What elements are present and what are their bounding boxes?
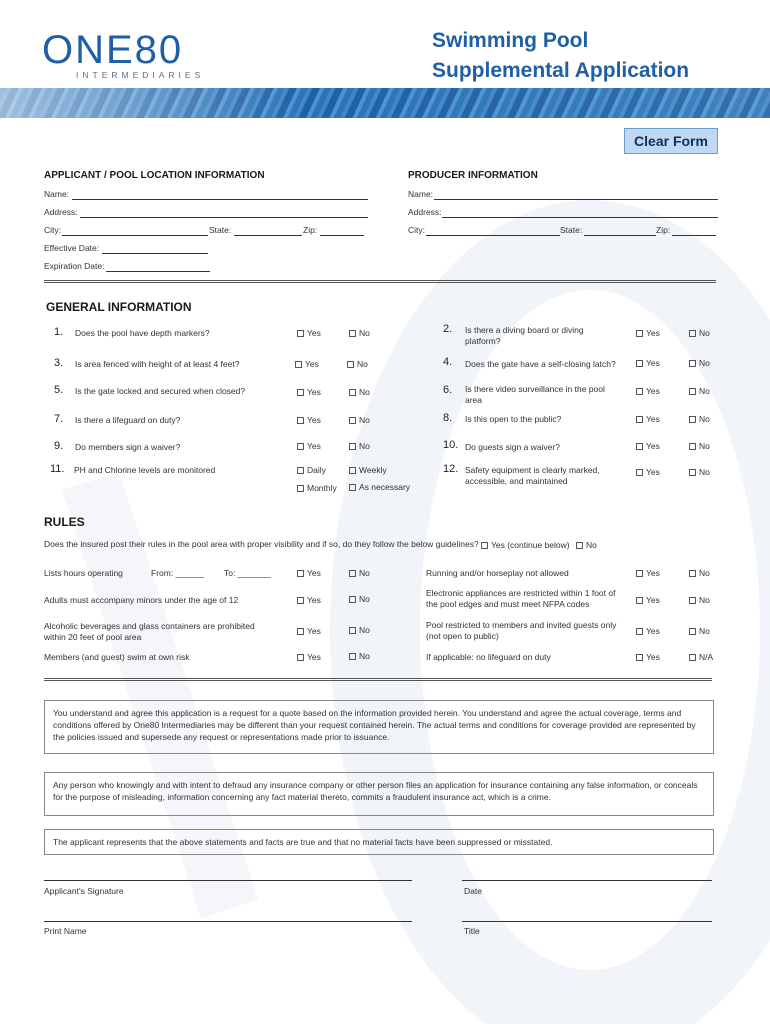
q2-no-checkbox[interactable]: No	[689, 328, 710, 338]
question-number: 5.	[54, 384, 64, 396]
rule5-no-checkbox[interactable]: No	[349, 625, 370, 635]
rules-intro-yes-checkbox[interactable]: Yes (continue below)	[481, 540, 570, 550]
title-line-2: Supplemental Application	[432, 59, 690, 82]
question-number: 12.	[443, 463, 459, 475]
rule-text: Members (and guest) swim at own risk	[44, 652, 190, 662]
q11-daily-checkbox[interactable]: Daily	[297, 465, 326, 475]
date-label: Date	[464, 886, 482, 896]
question-number: 10.	[443, 439, 459, 451]
q5-yes-checkbox[interactable]: Yes	[297, 387, 321, 397]
applicant-address-label: Address:	[44, 207, 78, 217]
section-divider	[44, 678, 712, 681]
question-number: 4.	[443, 356, 453, 368]
producer-city-field[interactable]	[426, 235, 560, 236]
rule3-no-checkbox[interactable]: No	[349, 594, 370, 604]
hours-to-field[interactable]: To: _______	[224, 568, 271, 578]
effective-date-label: Effective Date:	[44, 243, 100, 253]
question-text: Is this open to the public?	[465, 414, 562, 424]
applicant-address-field[interactable]	[80, 217, 368, 218]
question-text: Does the pool have depth markers?	[75, 328, 210, 338]
rule-text: Running and/or horseplay not allowed	[426, 568, 569, 578]
rule7-no-checkbox[interactable]: No	[349, 651, 370, 661]
question-number: 2.	[443, 323, 453, 335]
rule-text: Pool restricted to members and invited guests only (not open to public)	[426, 620, 617, 641]
q4-yes-checkbox[interactable]: Yes	[636, 358, 660, 368]
rule6-no-checkbox[interactable]: No	[689, 626, 710, 636]
question-text: Do guests sign a waiver?	[465, 442, 560, 452]
rules-intro: Does the insured post their rules in the pool area with proper visibility and if so, do they follow the below guidelines?	[44, 539, 479, 549]
applicant-state-label: State:	[209, 225, 232, 235]
question-text: Is there a lifeguard on duty?	[75, 415, 181, 425]
q11-weekly-checkbox[interactable]: Weekly	[349, 465, 387, 475]
quote-disclaimer-box	[44, 700, 714, 754]
question-number: 8.	[443, 412, 453, 424]
applicant-zip-label: Zip:	[303, 225, 318, 235]
question-text: Is there a diving board or diving platform?	[465, 325, 584, 346]
title-field[interactable]	[462, 921, 712, 922]
q3-no-checkbox[interactable]: No	[347, 359, 368, 369]
logo-subtitle: INTERMEDIARIES	[76, 70, 205, 80]
fraud-warning-text: Any person who knowingly and with intent to defraud any insurance company or other person files an application for insurance containing any false information, or conceals for the purpose of misleading, information concerning any fact material thereto, commits a fraudulent insurance act, which is a crime.	[53, 780, 698, 802]
company-logo	[42, 28, 204, 80]
producer-heading: PRODUCER INFORMATION	[408, 170, 538, 181]
rule1-no-checkbox[interactable]: No	[349, 568, 370, 578]
date-field[interactable]	[462, 880, 712, 881]
rule4-yes-checkbox[interactable]: Yes	[636, 595, 660, 605]
print-name-field[interactable]	[44, 921, 412, 922]
header-band-fade	[0, 88, 770, 118]
q10-no-checkbox[interactable]: No	[689, 441, 710, 451]
producer-zip-label: Zip:	[656, 225, 671, 235]
q9-no-checkbox[interactable]: No	[349, 441, 370, 451]
print-name-label: Print Name	[44, 926, 87, 936]
applicant-state-field[interactable]	[234, 235, 302, 236]
q9-yes-checkbox[interactable]: Yes	[297, 441, 321, 451]
rules-heading: RULES	[44, 515, 85, 529]
producer-address-field[interactable]	[442, 217, 718, 218]
question-number: 6.	[443, 384, 453, 396]
producer-zip-field[interactable]	[672, 235, 716, 236]
applicant-zip-field[interactable]	[320, 235, 364, 236]
producer-state-field[interactable]	[584, 235, 656, 236]
rule4-no-checkbox[interactable]: No	[689, 595, 710, 605]
applicant-heading: APPLICANT / POOL LOCATION INFORMATION	[44, 170, 265, 181]
rules-intro-no-checkbox[interactable]: No	[576, 540, 597, 550]
q4-no-checkbox[interactable]: No	[689, 358, 710, 368]
title-label: Title	[464, 926, 480, 936]
q10-yes-checkbox[interactable]: Yes	[636, 441, 660, 451]
question-text: Do members sign a waiver?	[75, 442, 181, 452]
q5-no-checkbox[interactable]: No	[349, 387, 370, 397]
rule7-yes-checkbox[interactable]: Yes	[297, 652, 321, 662]
q12-yes-checkbox[interactable]: Yes	[636, 467, 660, 477]
general-heading: GENERAL INFORMATION	[46, 300, 192, 314]
q2-yes-checkbox[interactable]: Yes	[636, 328, 660, 338]
rule5-yes-checkbox[interactable]: Yes	[297, 626, 321, 636]
producer-city-label: City:	[408, 225, 425, 235]
applicant-name-label: Name:	[44, 189, 70, 199]
q11-monthly-checkbox[interactable]: Monthly	[297, 483, 337, 493]
q12-no-checkbox[interactable]: No	[689, 467, 710, 477]
logo-wordmark: ONE80	[42, 28, 184, 72]
q8-no-checkbox[interactable]: No	[689, 414, 710, 424]
question-number: 7.	[54, 413, 64, 425]
question-text: Is the gate locked and secured when closed?	[75, 386, 246, 396]
rule-text: Electronic appliances are restricted within 1 foot of the pool edges and must meet NFPA codes	[426, 588, 616, 609]
rule-text: Lists hours operating	[44, 568, 123, 578]
quote-disclaimer-text: You understand and agree this application is a request for a quote based on the information provided herein. You understand and agree the actual coverage, terms and conditions offered by One80 Intermediaries may be different than your request contained herein. The actual terms and conditions for coverage provided are represented by the policies issued and supersede any request or representations made prior to issuance.	[53, 708, 696, 742]
rule3-yes-checkbox[interactable]: Yes	[297, 595, 321, 605]
question-number: 1.	[54, 326, 64, 338]
rule8-yes-checkbox[interactable]: Yes	[636, 652, 660, 662]
question-number: 9.	[54, 440, 64, 452]
q6-no-checkbox[interactable]: No	[689, 386, 710, 396]
question-text: Does the gate have a self-closing latch?	[465, 359, 616, 369]
producer-name-label: Name:	[408, 189, 434, 199]
question-number: 3.	[54, 357, 64, 369]
question-text: Is there video surveillance in the pool area	[465, 384, 605, 405]
attestation-text: The applicant represents that the above statements and facts are true and that no material facts have been suppressed or misstated.	[53, 837, 553, 847]
hours-from-field[interactable]: From: ______	[151, 568, 204, 578]
q1-yes-checkbox[interactable]: Yes	[297, 328, 321, 338]
producer-name-field[interactable]	[434, 199, 718, 200]
applicant-city-label: City:	[44, 225, 61, 235]
q7-no-checkbox[interactable]: No	[349, 415, 370, 425]
q3-yes-checkbox[interactable]: Yes	[295, 359, 319, 369]
producer-state-label: State:	[560, 225, 583, 235]
question-text: Safety equipment is clearly marked, accessible, and maintained	[465, 465, 600, 486]
effective-date-field[interactable]	[102, 253, 208, 254]
applicant-signature-field[interactable]	[44, 880, 412, 881]
rule2-no-checkbox[interactable]: No	[689, 568, 710, 578]
question-number: 11.	[50, 463, 65, 475]
attestation-box	[44, 829, 714, 855]
q7-yes-checkbox[interactable]: Yes	[297, 415, 321, 425]
q1-no-checkbox[interactable]: No	[349, 328, 370, 338]
q11-as-necessary-checkbox[interactable]: As necessary	[349, 482, 410, 492]
applicant-name-field[interactable]	[72, 199, 368, 200]
rule2-yes-checkbox[interactable]: Yes	[636, 568, 660, 578]
rule-text: If applicable: no lifeguard on duty	[426, 652, 551, 662]
question-text: PH and Chlorine levels are monitored	[74, 465, 216, 475]
producer-address-label: Address:	[408, 207, 442, 217]
form-title	[432, 26, 689, 86]
rule-text: Alcoholic beverages and glass containers are prohibited within 20 feet of pool area	[44, 621, 255, 642]
expiration-date-label: Expiration Date:	[44, 261, 105, 271]
clear-form-button[interactable]: Clear Form	[624, 128, 718, 154]
rule-text: Adults must accompany minors under the age of 12	[44, 595, 239, 605]
fraud-warning-box	[44, 772, 714, 816]
q6-yes-checkbox[interactable]: Yes	[636, 386, 660, 396]
section-divider	[44, 280, 716, 283]
rule8-na-checkbox[interactable]: N/A	[689, 652, 713, 662]
question-text: Is area fenced with height of at least 4 feet?	[75, 359, 240, 369]
applicant-city-field[interactable]	[62, 235, 208, 236]
rule1-yes-checkbox[interactable]: Yes	[297, 568, 321, 578]
expiration-date-field[interactable]	[106, 271, 210, 272]
q8-yes-checkbox[interactable]: Yes	[636, 414, 660, 424]
applicant-signature-label: Applicant's Signature	[44, 886, 124, 896]
title-line-1: Swimming Pool	[432, 29, 589, 52]
rule6-yes-checkbox[interactable]: Yes	[636, 626, 660, 636]
